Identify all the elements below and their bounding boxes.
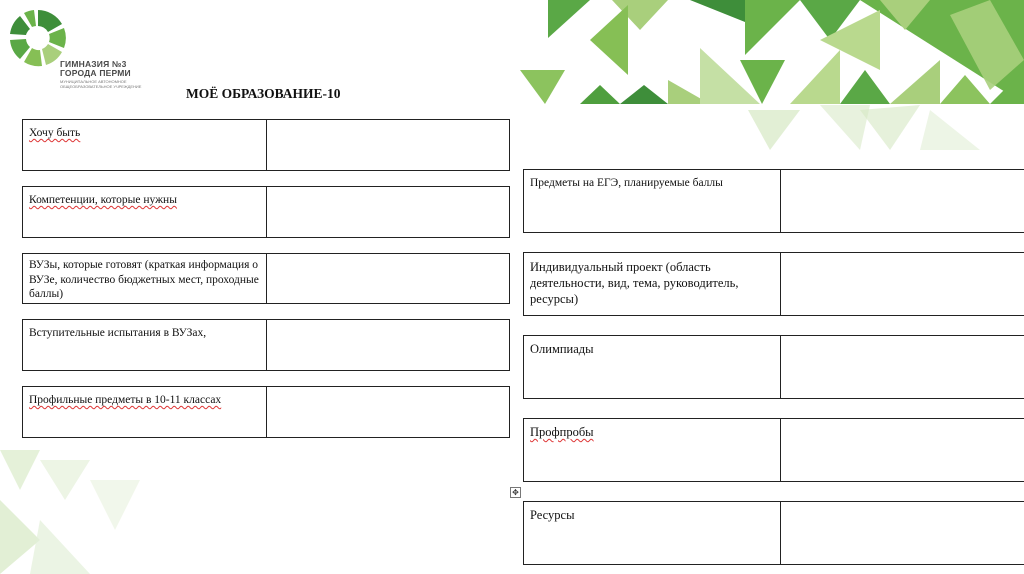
row-label — [23, 187, 267, 237]
row-label-text: Профильные предметы в 10-11 классах — [29, 394, 222, 406]
row-label: Ресурсы — [524, 502, 781, 564]
row-label-text: Компетенции, которые нужны — [29, 194, 177, 206]
table-row — [523, 252, 1024, 316]
row-label: ВУЗы, которые готовят (краткая информация о ВУЗе, количество бюджетных мест, проходные баллы) — [23, 254, 267, 303]
row-value-cell[interactable] — [781, 170, 1024, 232]
table-row — [22, 186, 510, 238]
row-label — [524, 419, 781, 481]
move-arrows-icon[interactable]: ✥ — [510, 487, 521, 498]
row-label-text: Хочу быть — [29, 127, 81, 139]
row-label: Предметы на ЕГЭ, планируемые баллы — [524, 170, 781, 232]
row-label — [23, 120, 267, 170]
table-row — [22, 319, 510, 371]
row-label: Олимпиады — [524, 336, 781, 398]
logo-title — [60, 60, 131, 78]
row-value-cell[interactable] — [781, 336, 1024, 398]
row-value-cell[interactable] — [267, 320, 509, 370]
row-value-cell[interactable] — [781, 502, 1024, 564]
logo-subtitle-line2: ОБЩЕОБРАЗОВАТЕЛЬНОЕ УЧРЕЖДЕНИЕ — [60, 83, 142, 89]
logo-subtitle — [60, 80, 141, 89]
logo-subtitle-line1: МУНИЦИПАЛЬНОЕ АВТОНОМНОЕ — [60, 79, 127, 84]
table-row — [22, 386, 510, 438]
table-row — [22, 119, 510, 171]
circle-leaves-logo-icon — [8, 8, 68, 68]
row-value-cell[interactable] — [267, 187, 509, 237]
document-title: МОЁ ОБРАЗОВАНИЕ-10 — [186, 86, 341, 101]
table-row — [523, 501, 1024, 565]
row-label: Индивидуальный проект (область деятельности, вид, тема, руководитель, ресурсы) — [524, 253, 781, 315]
row-value-cell[interactable] — [781, 253, 1024, 315]
row-value-cell[interactable] — [267, 254, 509, 303]
row-label-text: Профпробы — [530, 425, 594, 439]
table-row — [523, 335, 1024, 399]
row-value-cell[interactable] — [267, 387, 509, 437]
table-row — [523, 418, 1024, 482]
row-label — [23, 387, 267, 437]
logo-title-line1: ГИМНАЗИЯ №3 — [60, 59, 127, 69]
school-logo — [8, 8, 143, 88]
logo-title-line2: ГОРОДА ПЕРМИ — [60, 68, 131, 78]
row-value-cell[interactable] — [781, 419, 1024, 481]
row-label: Вступительные испытания в ВУЗах, — [23, 320, 267, 370]
row-value-cell[interactable] — [267, 120, 509, 170]
table-row — [523, 169, 1024, 233]
table-row — [22, 253, 510, 304]
